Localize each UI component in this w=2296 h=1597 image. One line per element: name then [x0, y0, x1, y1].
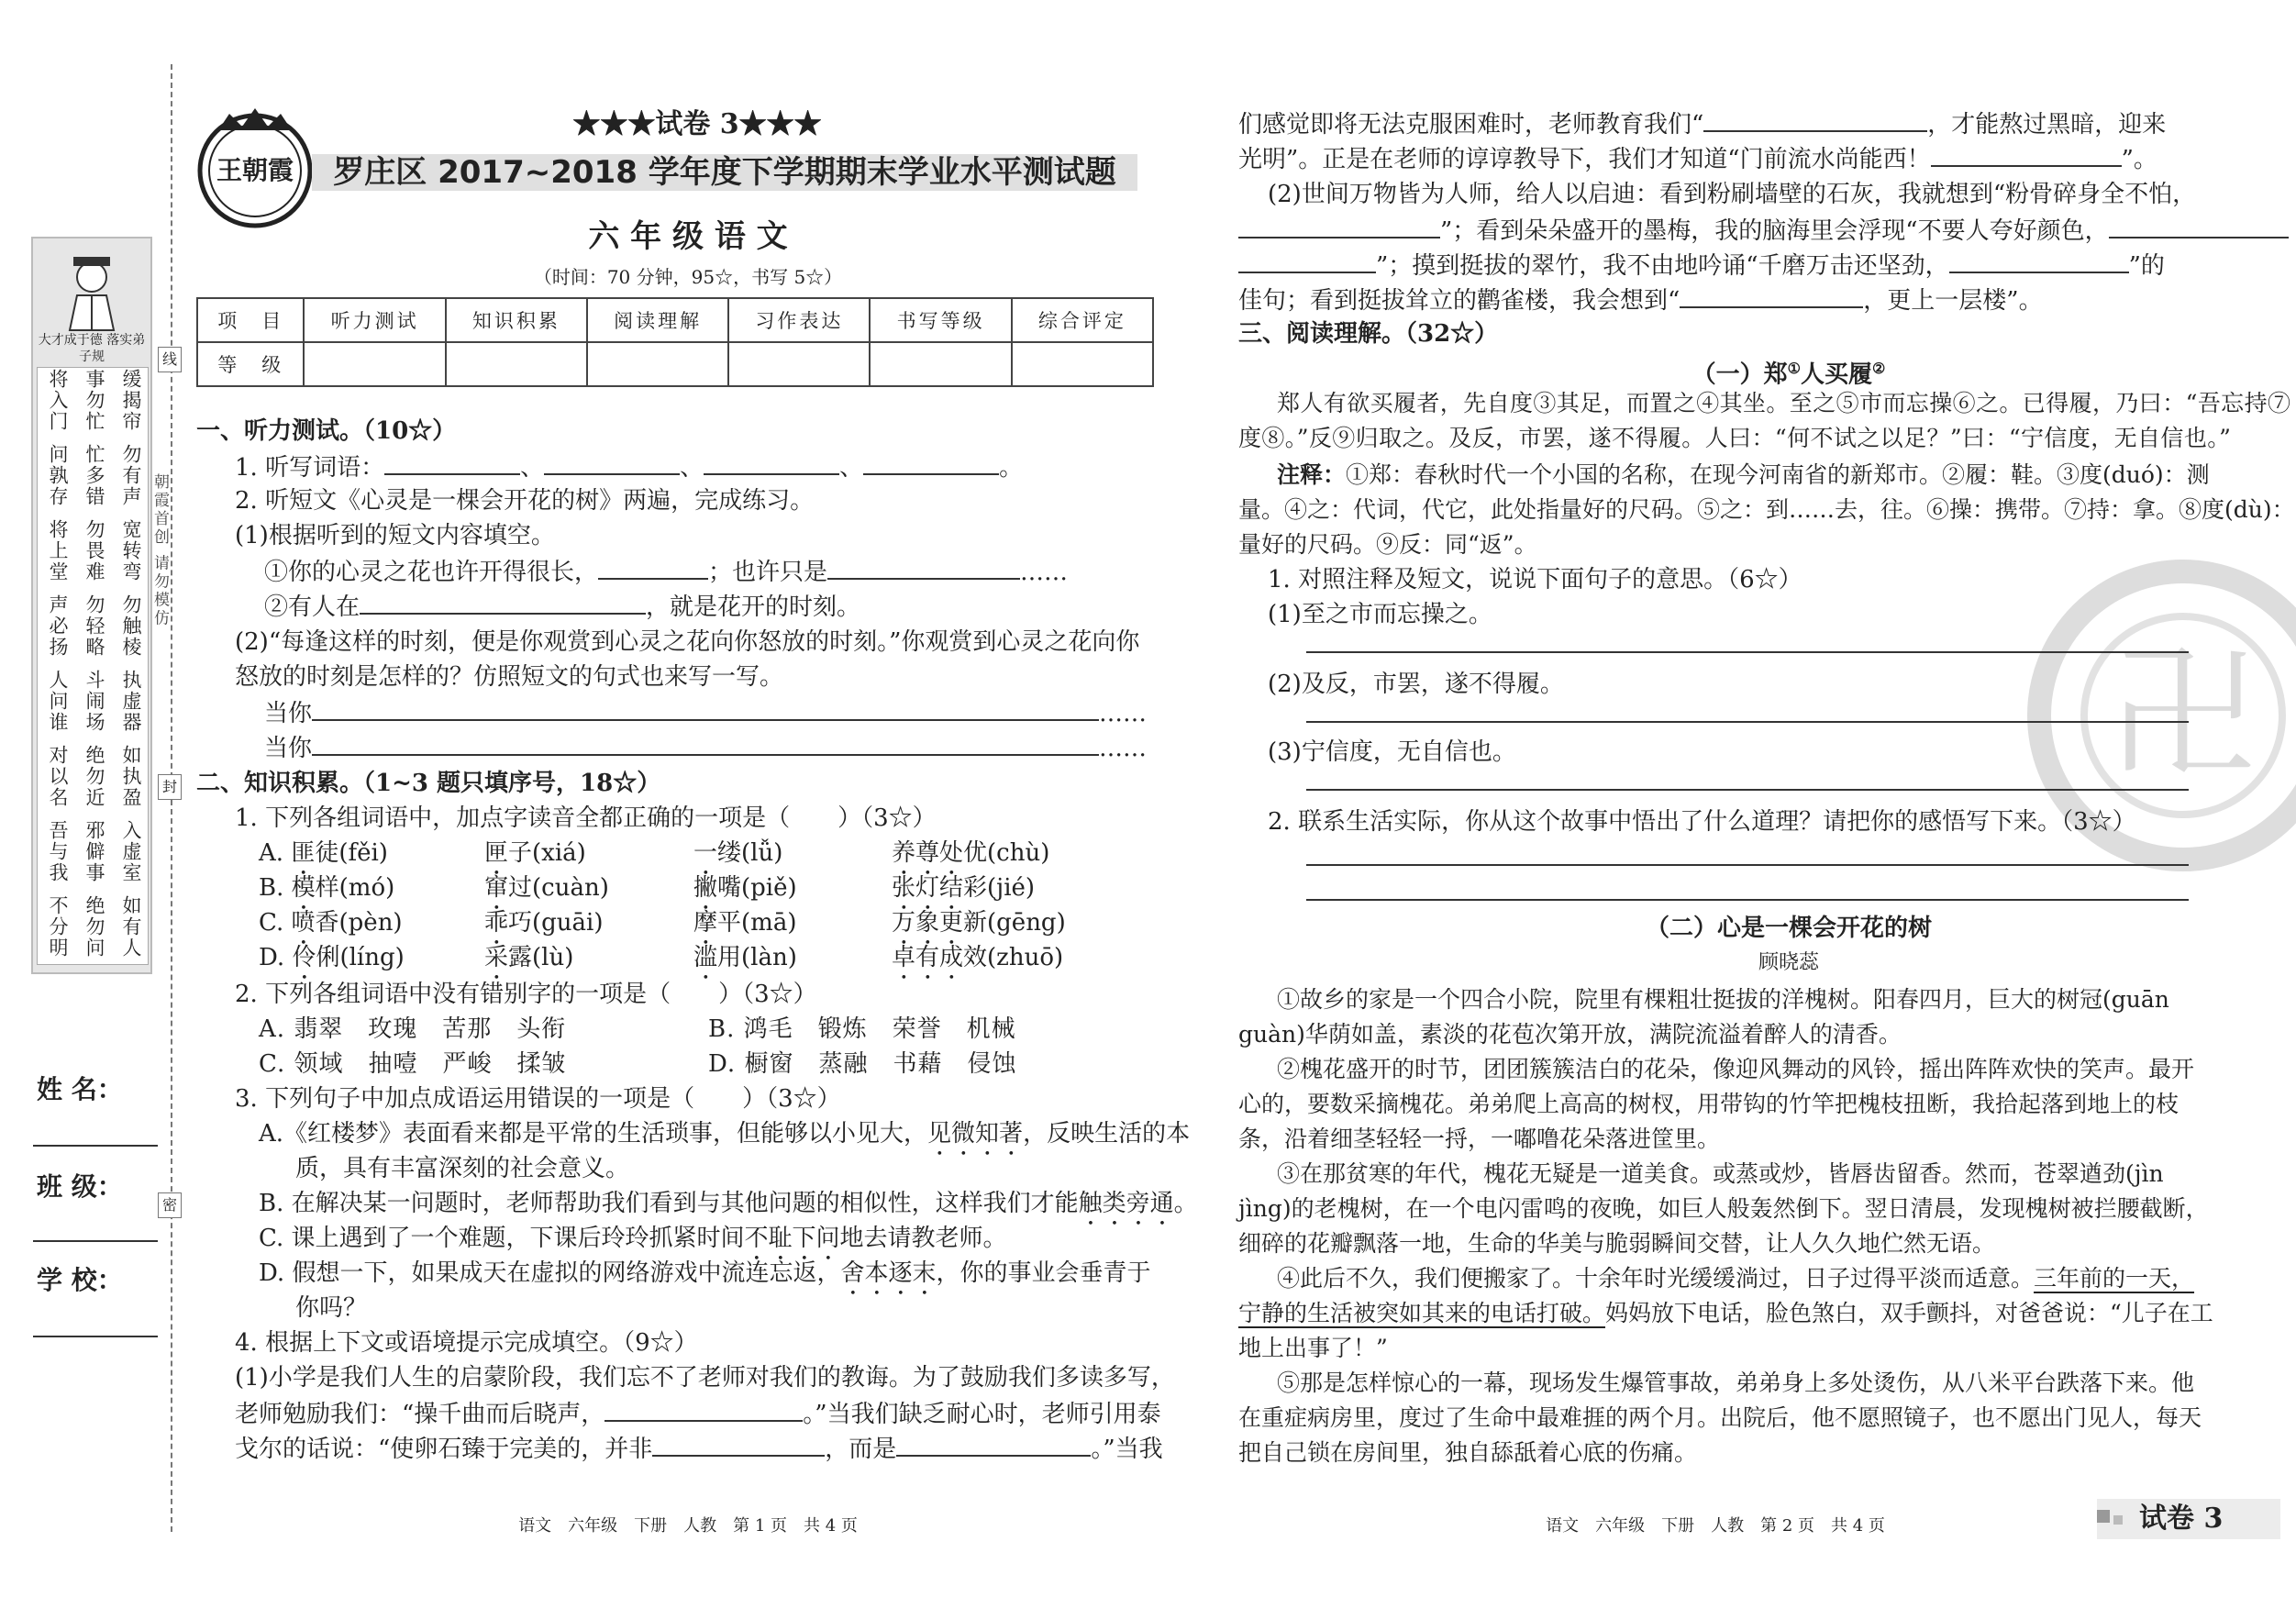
idiom: 不耻下问 — [744, 1225, 840, 1252]
maxim-column: 勿触棱 — [120, 594, 142, 658]
maxim-column: 吾与我 — [47, 820, 69, 883]
dotted-char: 匣 — [484, 839, 509, 867]
grade-label: 等 级 — [197, 342, 304, 386]
q-text: ，才能熬过黑暗，迎来 — [1927, 111, 2167, 139]
class-label: 班 级： — [37, 1171, 123, 1202]
passage-1-q1-3: (3)宁信度，无自信也。 — [1268, 738, 1516, 766]
q-knowledge-2: 2. 下列各组词语中没有错别字的一项是（ ）（3☆） — [235, 981, 817, 1008]
dotted-char: 伶 — [292, 944, 316, 971]
pinyin: 效(zhuō) — [963, 944, 1064, 971]
dotted-char: 万象更 — [892, 909, 964, 937]
q-text: ①你的心灵之花也许开得很长， — [264, 559, 599, 586]
option-a: A. 翡翠 玫瑰 苦那 头衔 — [259, 1015, 567, 1043]
q-text: ，你的事业会垂青于 — [936, 1259, 1151, 1287]
logo-text: 王朝霞 — [216, 155, 294, 185]
q-text: 1. 听写词语： — [235, 454, 385, 482]
answer-line[interactable] — [1306, 789, 2189, 791]
section-3-heading: 三、阅读理解。（32☆） — [1238, 320, 1499, 348]
q4-text — [235, 1396, 1161, 1431]
q-text: ，而是 — [825, 1436, 897, 1463]
q-text: 人买履 — [1801, 360, 1873, 389]
name-label: 姓 名： — [37, 1074, 123, 1104]
q-listening-2-2b: 怒放的时刻是怎样的？仿照短文的句式也来写一写。 — [235, 663, 784, 691]
pinyin: 嘴(piě) — [717, 874, 797, 902]
passage-1-text: 度⑧。”反⑨归取之。及反，市罢，遂不得履。人曰：“何不试之以足？”曰：“宁信度，无自信也。” — [1238, 425, 2232, 451]
q1-option-cell — [892, 941, 1063, 985]
q-text: …… — [1099, 735, 1148, 762]
dotted-char: 摩 — [693, 909, 718, 937]
exam-meta: （时间：70 分钟，95☆，书写 5☆） — [533, 266, 843, 288]
q-text: ”。 — [2121, 146, 2157, 173]
passage-2-title: （二）心是一棵会开花的树 — [1645, 915, 1932, 942]
class-field[interactable] — [33, 1240, 158, 1242]
passage-2-line: ③在那贫寒的年代，槐花无疑是一道美食。或蒸或炒，皆唇齿留香。然而，苍翠遒劲(jìn — [1277, 1160, 2164, 1187]
maxim-column: 入虚室 — [120, 820, 142, 883]
subject-title: 六 年 级 语 文 — [588, 218, 788, 255]
pinyin: 新(gēng) — [963, 909, 1066, 937]
q-text: A.《红楼梦》表面看来都是平常的生活琐事，但能够以小见大， — [259, 1120, 928, 1148]
r-text — [1238, 248, 2165, 283]
maxim-column: 将入门 — [47, 369, 69, 432]
q-knowledge-4: 4. 根据上下文或语境提示完成填空。（9☆） — [235, 1329, 698, 1357]
option-letter: A. — [259, 839, 292, 867]
section-2-heading: 二、知识积累。（1~3 题只填序号，18☆） — [196, 770, 661, 797]
maxim-column: 问孰存 — [47, 444, 69, 507]
pinyin: 俐(líng) — [316, 944, 405, 971]
page-footer-right: 语文 六年级 下册 人教 第 2 页 共 4 页 — [1546, 1516, 1885, 1536]
q-listening-2: 2. 听短文《心灵是一棵会开花的树》两遍，完成练习。 — [235, 487, 815, 515]
note-mark: ① — [1787, 360, 1801, 377]
fold-mark-3: 密 — [158, 1192, 182, 1218]
strip-top-label: 大才成于德 落实弟子规 — [38, 333, 146, 364]
score-header: 习作表达 — [728, 298, 870, 342]
passage-2-author: 顾晓蕊 — [1758, 951, 1819, 974]
maxim-column: 勿有声 — [120, 444, 142, 507]
option-d: D. 橱窗 蒸融 书藉 侵蚀 — [708, 1050, 1017, 1078]
passage-2-line: ②槐花盛开的时节，团团簇簇洁白的花朵，像迎风舞动的风铃，摇出阵阵欢快的笑声。最开 — [1277, 1056, 2195, 1082]
pinyin: 缕(lǚ) — [717, 839, 783, 867]
q-text: 光明”。正是在老师的谆谆教导下，我们才知道“门前流水尚能西！ — [1238, 146, 1931, 173]
note-label: 注释： — [1277, 461, 1347, 488]
pinyin: 用(làn) — [717, 944, 797, 971]
idiom: 触类旁通 — [1078, 1190, 1174, 1217]
passage-2-line: 细碎的花瓣飘落一地，生命的华美与脆弱瞬间交替，让人久久地伫然无语。 — [1238, 1230, 1996, 1257]
r-text — [1238, 283, 2043, 317]
fill-blank-1a — [264, 554, 1068, 589]
answer-line — [264, 730, 1147, 765]
note-mark: ② — [1872, 360, 1886, 377]
pinyin: 平(mā) — [717, 909, 797, 937]
score-header: 知识积累 — [446, 298, 587, 342]
option-a-cont: 质，具有丰富深刻的社会意义。 — [295, 1155, 630, 1182]
annotation: 量。④之：代词，代它，此处指量好的尺码。⑤之：到……去，往。⑥操：携带。⑦持：拿。⑧度(dù)： — [1238, 496, 2295, 523]
q-text: 当你 — [264, 700, 313, 727]
q-listening-1: 1. 听写词语： 、 、 、 。 — [235, 449, 1023, 484]
q-text: ②有人在 — [264, 593, 360, 621]
passage-2-line — [1238, 1297, 2213, 1330]
dotted-char: 养尊处 — [892, 839, 964, 867]
answer-line — [264, 695, 1147, 730]
maxim-column: 执虚器 — [120, 670, 142, 733]
passage-1-q2: 2. 联系生活实际，你从这个故事中悟出了什么道理？请把你的感悟写下来。（3☆） — [1268, 808, 2136, 836]
r-text — [1238, 213, 2289, 248]
option-c: C. 领域 抽噎 严峻 揉皱 — [259, 1050, 567, 1078]
passage-1-q1-2: (2)及反，市罢，遂不得履。 — [1268, 671, 1564, 698]
q-text: …… — [1099, 700, 1148, 727]
r-text: (2)世间万物皆为人师，给人以启迪：看到粉刷墙壁的石灰，我就想到“粉骨碎身全不怕， — [1268, 181, 2197, 208]
maxim-column: 如有人 — [120, 895, 142, 959]
score-header: 项 目 — [197, 298, 304, 342]
maxim-column: 忙多错 — [83, 444, 105, 507]
passage-1-q1-1: (1)至之市而忘操之。 — [1268, 601, 1492, 628]
passage-1-text: 郑人有欲买履者，先自度③其足，而置之④其坐。至之⑤市而忘操⑥之。已得履，乃曰：“吾忘持⑦ — [1277, 390, 2291, 416]
q-text: 。”当我们缺乏耐心时，老师引用泰 — [803, 1401, 1161, 1428]
brand-logo — [191, 103, 319, 231]
q-text: ；也许只是 — [708, 559, 828, 586]
underlined-text: 三年前的一天， — [2034, 1265, 2195, 1292]
fold-mark-1: 线 — [158, 347, 182, 372]
dotted-char: 喷 — [291, 909, 316, 937]
pinyin: 露(lù) — [508, 944, 574, 971]
pinyin: 样(mó) — [315, 874, 395, 902]
q-text: ，就是花开的时刻。 — [646, 593, 861, 621]
pinyin: 过(cuàn) — [508, 874, 609, 902]
score-header: 阅读理解 — [587, 298, 728, 342]
passage-2-line: 地上出事了！” — [1238, 1335, 1388, 1361]
maxim-column: 将上堂 — [47, 519, 69, 582]
answer-line[interactable] — [1306, 721, 2189, 723]
maxim-column: 宽转弯 — [120, 519, 142, 582]
maxim-column: 对以名 — [47, 745, 69, 808]
maxim-column: 勿畏难 — [83, 519, 105, 582]
pinyin: 巧(guāi) — [508, 909, 604, 937]
dotted-char: 张灯结 — [892, 874, 964, 902]
page-footer-left: 语文 六年级 下册 人教 第 1 页 共 4 页 — [518, 1516, 858, 1536]
q-text: 妈妈放下电话，脸色煞白，双手颤抖，对爸爸说：“儿子在工 — [1605, 1300, 2213, 1326]
maxim-column: 人问谁 — [47, 670, 69, 733]
q-text: ”；看到朵朵盛开的墨梅，我的脑海里会浮现“不要人夸好颜色， — [1440, 217, 2109, 245]
score-table — [196, 297, 1154, 387]
dotted-char: 匪 — [291, 839, 316, 867]
q-text: ”的 — [2128, 252, 2165, 280]
q-knowledge-3: 3. 下列句子中加点成语运用错误的一项是（ ）（3☆） — [235, 1085, 841, 1113]
fold-mark-2: 封 — [158, 774, 182, 800]
maxim-column: 事勿忙 — [83, 369, 105, 432]
scholar-icon — [51, 250, 132, 332]
answer-line[interactable] — [1306, 864, 2189, 866]
pinyin: 香(pèn) — [315, 909, 403, 937]
answer-line[interactable] — [1306, 651, 2189, 653]
q-text: ”；摸到挺拔的翠竹，我不由地吟诵“千磨万击还坚劲， — [1376, 252, 1949, 280]
option-letter: C. — [259, 909, 292, 937]
grade-cell[interactable] — [304, 342, 445, 386]
dotted-char: 乖 — [484, 909, 509, 937]
q-text: 当你 — [264, 735, 313, 762]
passage-2-line: 心的，要数采摘槐花。弟弟爬上高高的树杈，用带钩的竹竿把槐枝扭断，我拾起落到地上的枝 — [1238, 1091, 2180, 1117]
grade-cell[interactable] — [587, 342, 728, 386]
annotation: 量好的尺码。⑨反：同“返”。 — [1238, 531, 1537, 558]
name-field[interactable] — [33, 1145, 158, 1147]
dotted-char: 一 — [693, 839, 718, 867]
maxim-column: 缓揭帘 — [120, 369, 142, 432]
q-text: C. 课上遇到了一个难题，下课后玲玲抓紧时间 — [259, 1225, 745, 1252]
pinyin: 优(chù) — [963, 839, 1050, 867]
r-text — [1238, 106, 2166, 141]
idiom: 舍本逐末 — [840, 1259, 937, 1287]
dotted-char: 窜 — [484, 874, 509, 902]
corner-label: 试卷 3 — [2139, 1503, 2224, 1535]
school-field[interactable] — [33, 1336, 158, 1337]
q-text: ，更上一层楼”。 — [1863, 287, 2043, 315]
fill-blank-1b — [264, 589, 860, 624]
q-listening-2-1: (1)根据听到的短文内容填空。 — [235, 522, 555, 549]
answer-line[interactable] — [1306, 899, 2189, 901]
q-text: 地去请教老师。 — [839, 1225, 1007, 1252]
q-text: ，反映生活的本 — [1023, 1120, 1191, 1148]
dotted-char: 卓有成 — [892, 944, 964, 971]
underlined-text: 宁静的生活被突如其来的电话打破。 — [1238, 1300, 1606, 1326]
pinyin: 彩(jié) — [963, 874, 1036, 902]
dotted-char: 采 — [484, 944, 509, 971]
q-text: ①郑：春秋时代一个小国的名称，在现今河南省的新郑市。②履：鞋。③度(duó)：测 — [1346, 461, 2210, 488]
maxim-column: 如执盈 — [120, 745, 142, 808]
q4-text — [235, 1431, 1163, 1466]
side-note: 朝霞首创 请勿模仿 — [150, 473, 169, 628]
page-title: 罗庄区 2017~2018 学年度下学期期末学业水平测试题 — [333, 154, 1116, 191]
pinyin: 徒(fěi) — [315, 839, 388, 867]
dotted-char: 撇 — [693, 874, 718, 902]
section-1-heading: 一、听力测试。（10☆） — [196, 417, 457, 445]
watermark-glyph: 卍 — [2109, 629, 2257, 801]
q-text: （一）郑 — [1691, 360, 1788, 389]
grade-cell[interactable] — [728, 342, 870, 386]
q4-text: (1)小学是我们人生的启蒙阶段，我们忘不了老师对我们的教诲。为了鼓励我们多读多写， — [235, 1364, 1175, 1392]
q-text: 们感觉即将无法克服困难时，老师教育我们“ — [1238, 111, 1704, 139]
dotted-char: 滥 — [693, 944, 718, 971]
passage-2-line: ⑤那是怎样惊心的一幕，现场发生爆管事故，弟弟身上多处烫伤，从八米平台跌落下来。他 — [1277, 1370, 2195, 1396]
maxim-column: 邪僻事 — [83, 820, 105, 883]
q-text: …… — [1020, 559, 1069, 586]
q-text: 老师勉励我们：“操千曲而后晓声， — [235, 1401, 605, 1428]
annotation — [1277, 459, 2210, 492]
q-text: D. 假想一下，如果成天在虚拟的网络游戏中流连忘返， — [259, 1259, 841, 1287]
option-d-cont: 你吗？ — [295, 1294, 368, 1322]
paper-banner: ★★★试卷 3★★★ — [572, 108, 822, 140]
option-letter: D. — [259, 944, 293, 971]
passage-2-line: 在重症病房里，度过了生命中最难捱的两个月。出院后，他不愿照镜子，也不愿出门见人，每天 — [1238, 1404, 2202, 1431]
pinyin: 子(xiá) — [508, 839, 586, 867]
passage-2-line: jìng)的老槐树，在一个电闪雷鸣的夜晚，如巨人般轰然倒下。翌日清晨，发现槐树被拦腰截断， — [1238, 1195, 2209, 1222]
score-header: 听力测试 — [304, 298, 445, 342]
passage-2-line: guàn)华荫如盖，素淡的花苞次第开放，满院流溢着醉人的清香。 — [1238, 1021, 1902, 1048]
option-letter: B. — [259, 874, 292, 902]
school-label: 学 校： — [37, 1265, 123, 1295]
passage-2-line: ①故乡的家是一个四合小院，院里有棵粗壮挺拔的洋槐树。阳春四月，巨大的树冠(guān — [1277, 986, 2169, 1013]
maxim-column: 声必扬 — [47, 594, 69, 658]
q-text: B. 在解决某一问题时，老师帮助我们看到与其他问题的相似性，这样我们才能 — [259, 1190, 1079, 1217]
score-header: 书写等级 — [870, 298, 1011, 342]
maxim-column: 勿轻略 — [83, 594, 105, 658]
passage-2-line: 条，沿着细茎轻轻一捋，一嘟噜花朵落进筐里。 — [1238, 1126, 1721, 1152]
maxim-column: 绝勿问 — [83, 895, 105, 959]
maxim-column: 绝勿近 — [83, 745, 105, 808]
q-knowledge-1: 1. 下列各组词语中，加点字读音全都正确的一项是（ ）（3☆） — [235, 804, 937, 832]
score-header: 综合评定 — [1012, 298, 1153, 342]
grade-cell[interactable] — [1012, 342, 1153, 386]
r-text — [1238, 141, 2157, 176]
maxim-column: 不分明 — [47, 895, 69, 959]
q-listening-2-2a: (2)“每逢这样的时刻，便是你观赏到心灵之花向你怒放的时刻。”你观赏到心灵之花向你 — [235, 628, 1140, 656]
q-text: 。 — [1173, 1190, 1198, 1217]
q-text: ④此后不久，我们便搬家了。十余年时光缓缓淌过，日子过得平淡而适意。 — [1277, 1265, 2035, 1292]
dotted-char: 模 — [291, 874, 316, 902]
passage-1-title — [1559, 352, 2018, 392]
option-b: B. 鸿毛 锻炼 荣誉 机械 — [708, 1015, 1016, 1043]
idiom: 见微知著 — [927, 1120, 1024, 1148]
q-text: 。”当我 — [1091, 1436, 1163, 1463]
maxim-column: 斗闹场 — [83, 670, 105, 733]
passage-2-line: 把自己锁在房间里，独自舔舐着心底的伤痛。 — [1238, 1439, 1698, 1466]
option-d — [259, 1257, 1150, 1301]
q-text: 佳句；看到挺拔耸立的鹳雀楼，我会想到“ — [1238, 287, 1680, 315]
passage-1-q1: 1. 对照注释及短文，说说下面句子的意思。（6☆） — [1268, 566, 1802, 593]
grade-cell[interactable] — [870, 342, 1011, 386]
grade-cell[interactable] — [446, 342, 587, 386]
q-text: 戈尔的话说：“使卵石臻于完美的，并非 — [235, 1436, 653, 1463]
passage-2-line — [1277, 1262, 2194, 1295]
